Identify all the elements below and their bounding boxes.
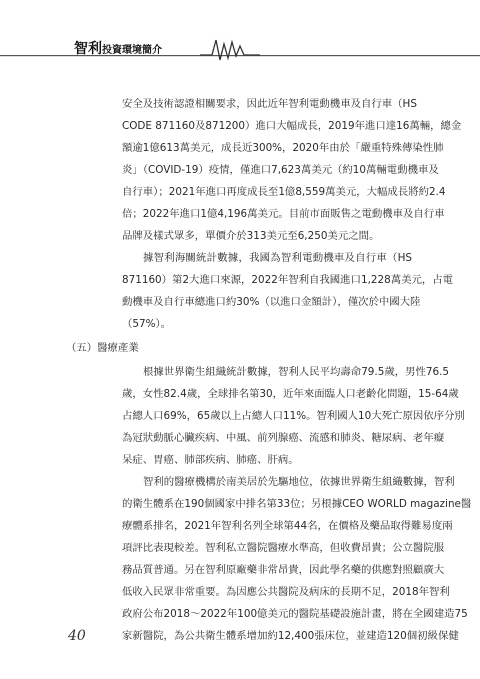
text-line: 歲，女性82.4歲，全球排名第30，近年來面臨人口老齡化問題，15-64歲	[122, 388, 459, 400]
text-line: 智利的醫療機構於南美居於先驅地位，依據世界衛生組織數據，智利	[143, 476, 455, 488]
text-line: 品牌及樣式眾多，單價介於313美元至6,250美元之間。	[122, 230, 380, 242]
header-rule-graphic	[0, 36, 480, 62]
text-line: 呆症、胃癌、肺部疾病、肺癌、肝病。	[122, 454, 299, 466]
text-line: 低收入民眾非常重要。為因應公共醫院及病床的長期不足，2018年智利	[122, 586, 450, 598]
header-title	[74, 38, 162, 58]
text-line: 自行車）；2021年進口再度成長至1億8,559萬美元，大幅成長將約2.4	[122, 186, 446, 198]
text-line: 炎」（COVID-19）疫情，僅進口7,623萬美元（約10萬輛電動機車及	[122, 164, 439, 176]
text-line: 倍；2022年進口1億4,196萬美元。目前市面販售之電動機車及自行車	[122, 208, 445, 220]
section-heading-medical: （五）醫療產業	[66, 342, 139, 354]
page-number: 40	[68, 628, 86, 644]
text-line: 為冠狀動脈心臟疾病、中風、前列腺癌、流感和肺炎、糖尿病、老年癡	[122, 432, 445, 444]
text-line: 據智利海關統計數據，我國為智利電動機車及自行車（HS	[143, 252, 412, 264]
text-line: （57%）。	[122, 318, 172, 330]
text-line: 安全及技術認證相關要求，因此近年智利電動機車及自行車（HS	[122, 98, 417, 110]
header-title-country: 智利	[74, 41, 102, 57]
text-line: 務品質普通。另在智利原廠藥非常昂貴，因此學名藥的供應對照顧廣大	[122, 564, 445, 576]
paragraph-healthcare-system	[82, 471, 472, 647]
text-line: 871160）第2大進口來源，2022年智利自我國進口1,228萬美元，占電	[122, 274, 454, 286]
paragraph-life-expectancy	[82, 361, 465, 471]
text-line: 政府公布2018～2022年100億美元的醫院基礎設施計畫，將在全國建造75	[122, 608, 468, 620]
text-line: CODE 871160及871200）進口大幅成長，2019年進口達16萬輛，總金	[122, 120, 462, 132]
paragraph-taiwan-share	[82, 247, 454, 335]
text-line: 的衛生體系在190個國家中排名第33位；另根據CEO WORLD magazine醫	[122, 498, 472, 510]
text-line: 額逾1億613萬美元，成長近300%，2020年由於「嚴重特殊傳染性肺	[122, 142, 444, 154]
text-line: 占總人口69%，65歲以上占總人口11%。智利國人10大死亡原因依序分別	[122, 410, 465, 422]
text-line: 療體系排名，2021年智利名列全球第44名，在價格及藥品取得難易度兩	[122, 520, 453, 532]
text-line: 根據世界衛生組織統計數據，智利人民平均壽命79.5歲，男性76.5	[143, 366, 450, 378]
text-line: 動機車及自行車總進口約30%（以進口金額計），僅次於中國大陸	[122, 296, 421, 308]
running-header	[0, 36, 480, 62]
paragraph-ev-imports	[82, 93, 462, 247]
text-line: 家新醫院，為公共衛生體系增加約12,400張床位，並建造120個初級保健	[122, 630, 459, 642]
header-title-subtitle: 投資環境簡介	[102, 45, 162, 56]
text-line: 項評比表現較差。智利私立醫院醫療水準高，但收費昂貴；公立醫院服	[122, 542, 445, 554]
body-text	[66, 93, 472, 647]
